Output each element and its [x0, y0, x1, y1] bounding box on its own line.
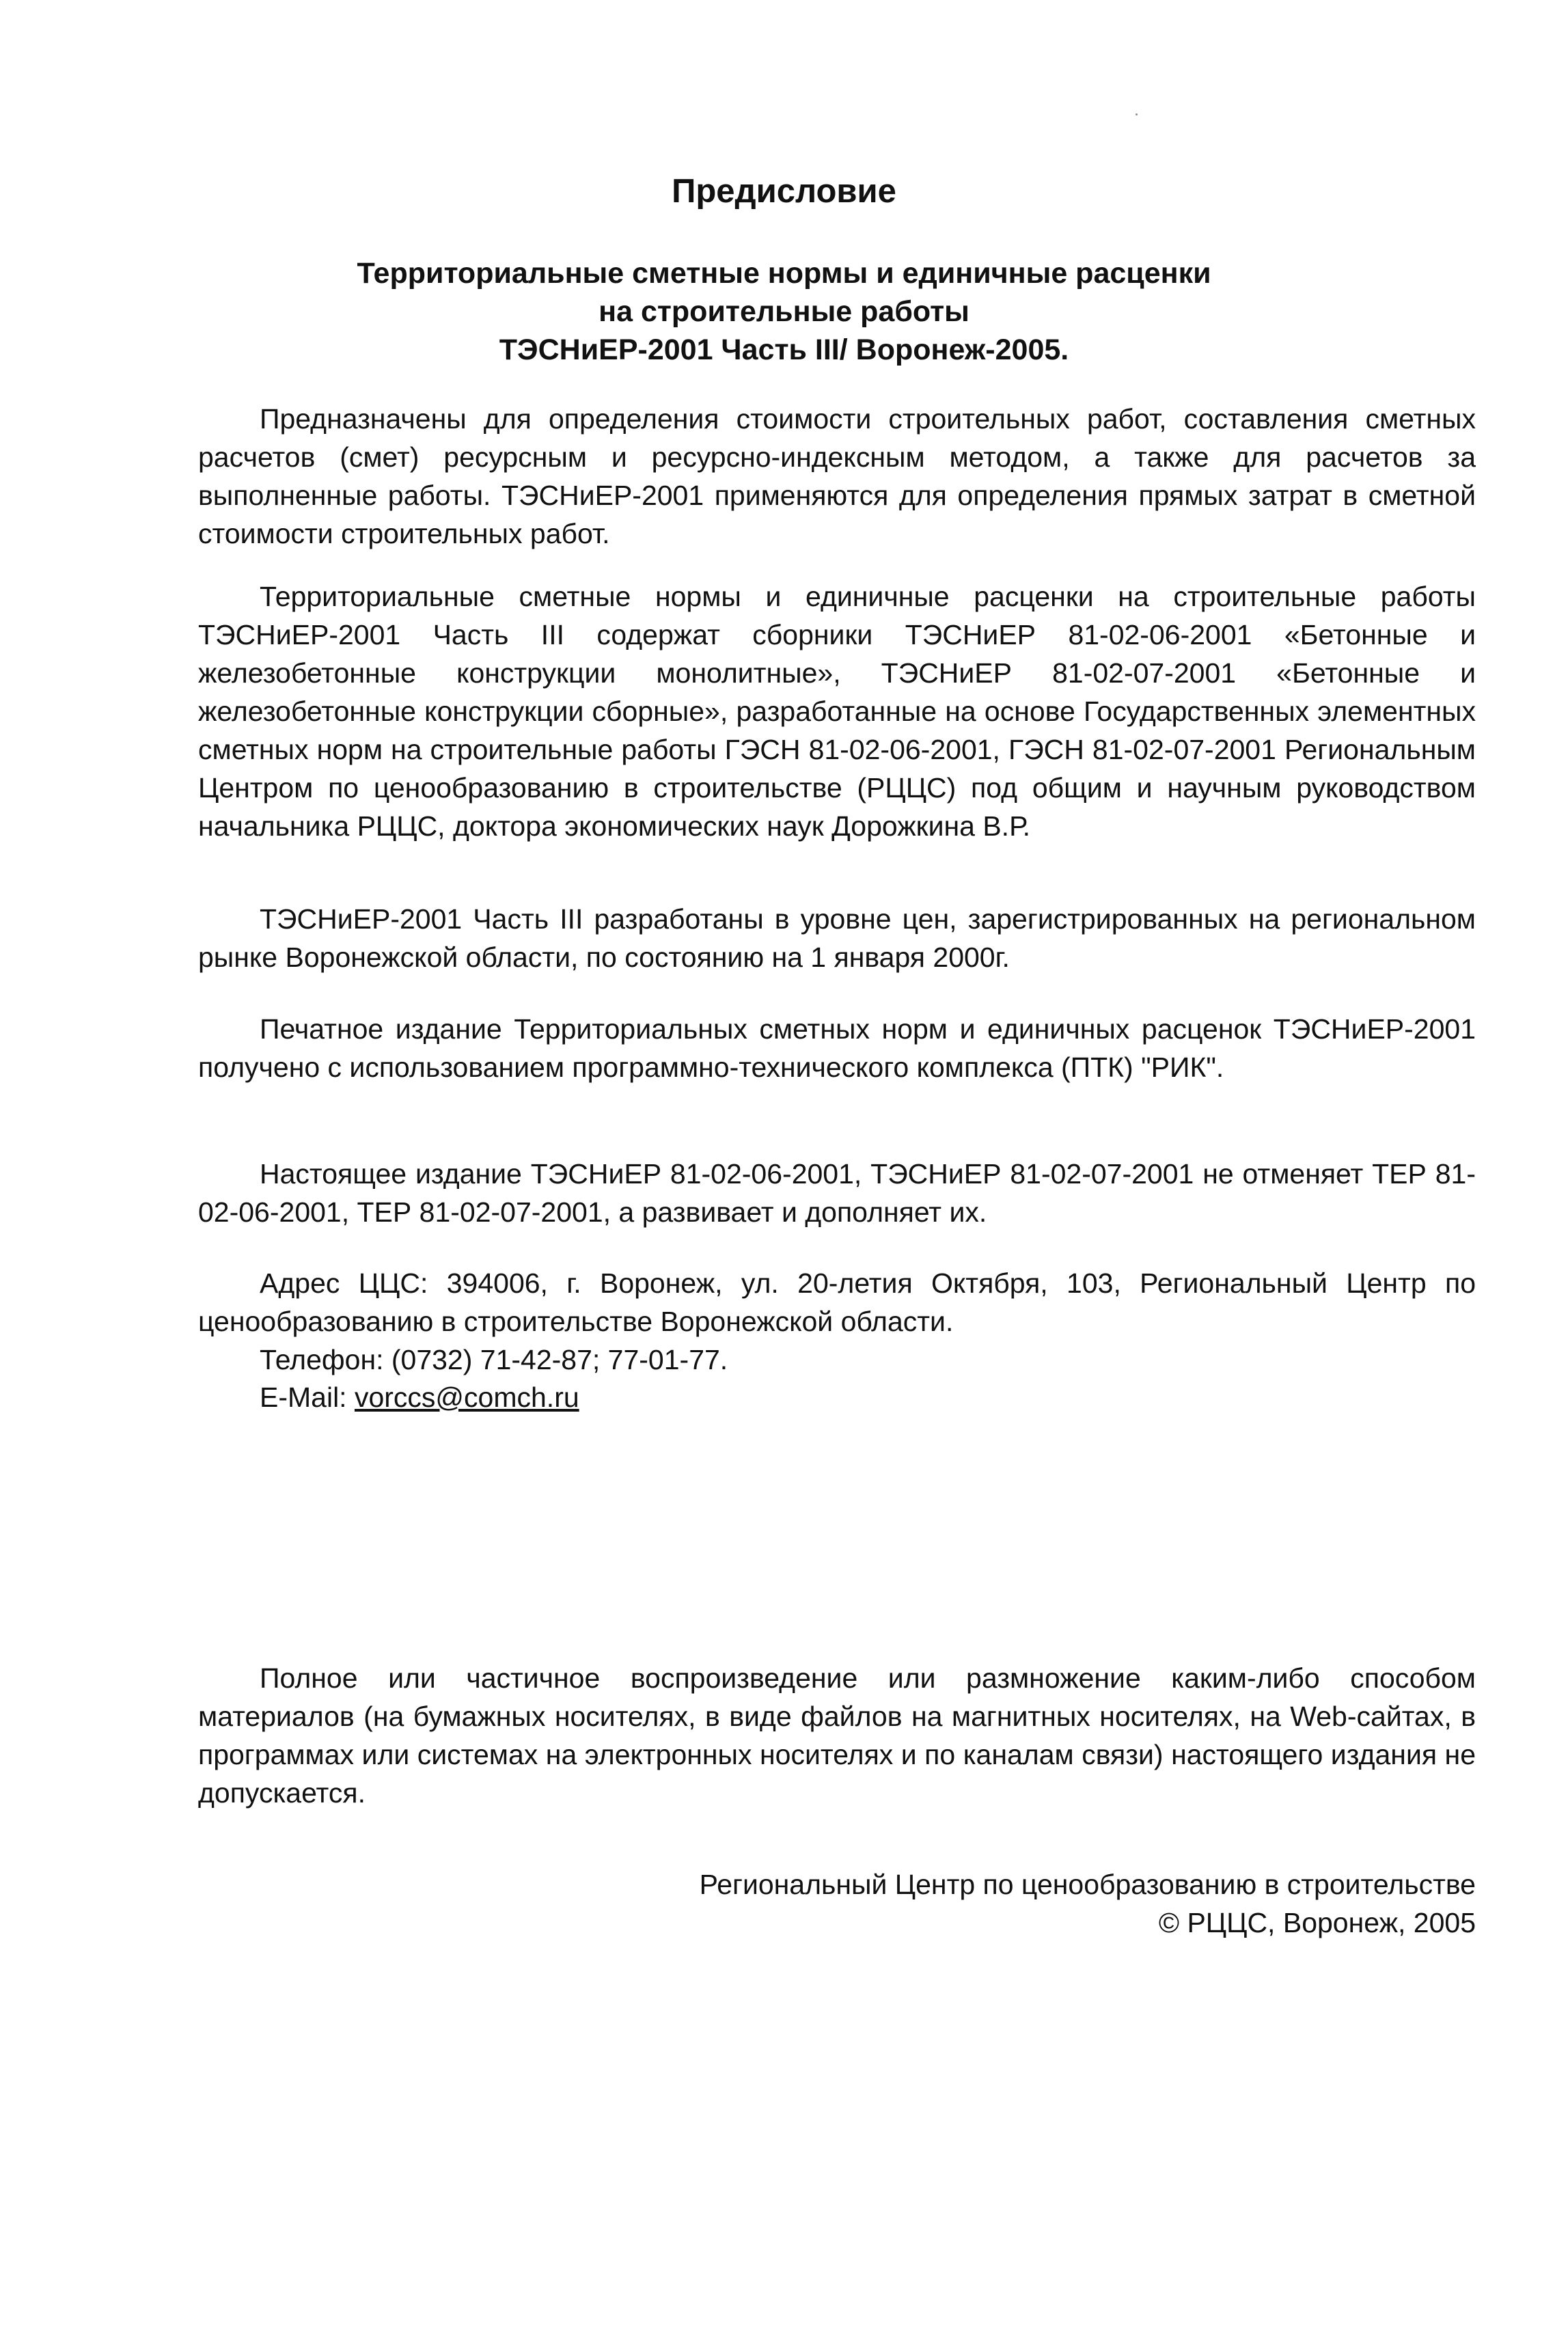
- footer-block: [700, 1865, 1476, 1942]
- paragraph-contents: Территориальные сметные нормы и единичные расценки на строительные работы ТЭСНиЕР-2001 Часть III содержат сборники ТЭСНиЕР 81-02-06-2001 «Бетонные и железобетонные конструкции монолитные», ТЭСНиЕР 81-02-07-2001 «Бетонные и железобетонные конструкции сборные», разработанные на основе Государственных элементных сметных норм на строительные работы ГЭСН 81-02-06-2001, ГЭСН 81-02-07-2001 Региональным Центром по ценообразованию в строительстве (РЦЦС) под общим и научным руководством начальника РЦЦС, доктора экономических наук Дорожкина В.Р.: [198, 581, 1476, 842]
- scan-speck: [1136, 113, 1138, 115]
- email-link[interactable]: vorccs@comch.ru: [354, 1382, 579, 1413]
- paragraph-edition-status: Настоящее издание ТЭСНиЕР 81-02-06-2001, ТЭСНиЕР 81-02-07-2001 не отменяет ТЕР 81-02-06-2001, ТЕР 81-02-07-2001, а развивает и дополняет их.: [198, 1158, 1476, 1228]
- paragraph-copyright-notice: Полное или частичное воспроизведение или размножение каким-либо способом материалов (на бумажных носителях, в виде файлов на магнитных носителях, на Web-сайтах, в программах или системах на электронных носителях и по каналам связи) настоящего издания не допускается.: [198, 1662, 1476, 1809]
- subtitle-line-2: на строительные работы: [599, 295, 969, 328]
- paragraph-print-edition: Печатное издание Территориальных сметных норм и единичных расценок ТЭСНиЕР-2001 получено с использованием программно-технического комплекса (ПТК) "РИК".: [198, 1013, 1476, 1083]
- phone-line: Телефон: (0732) 71-42-87; 77-01-77.: [260, 1344, 728, 1375]
- paragraph-price-level: ТЭСНиЕР-2001 Часть III разработаны в уровне цен, зарегистрированных на региональном рынке Воронежской области, по состоянию на 1 января 2000г.: [198, 903, 1476, 973]
- email-label: E-Mail:: [260, 1382, 355, 1413]
- footer-copyright: © РЦЦС, Воронеж, 2005: [1158, 1907, 1476, 1938]
- footer-org: Региональный Центр по ценообразованию в строительстве: [699, 1869, 1476, 1900]
- subtitle-line-1: Территориальные сметные нормы и единичные расценки: [357, 257, 1211, 290]
- subtitle-line-3: ТЭСНиЕР-2001 Часть III/ Воронеж-2005.: [499, 333, 1069, 366]
- paragraph-address: Адрес ЦЦС: 394006, г. Воронеж, ул. 20-летия Октября, 103, Региональный Центр по ценообразованию в строительстве Воронежской области.: [198, 1267, 1476, 1337]
- page-title: Предисловие: [672, 173, 896, 210]
- document-subtitle: [0, 254, 1568, 369]
- email-line: [260, 1378, 579, 1416]
- paragraph-purpose: Предназначены для определения стоимости строительных работ, составления сметных расчетов (смет) ресурсным и ресурсно-индексным методом, а также для расчетов за выполненные работы. ТЭСНиЕР-2001 применяются для определения прямых затрат в сметной стоимости строительных работ.: [198, 403, 1476, 549]
